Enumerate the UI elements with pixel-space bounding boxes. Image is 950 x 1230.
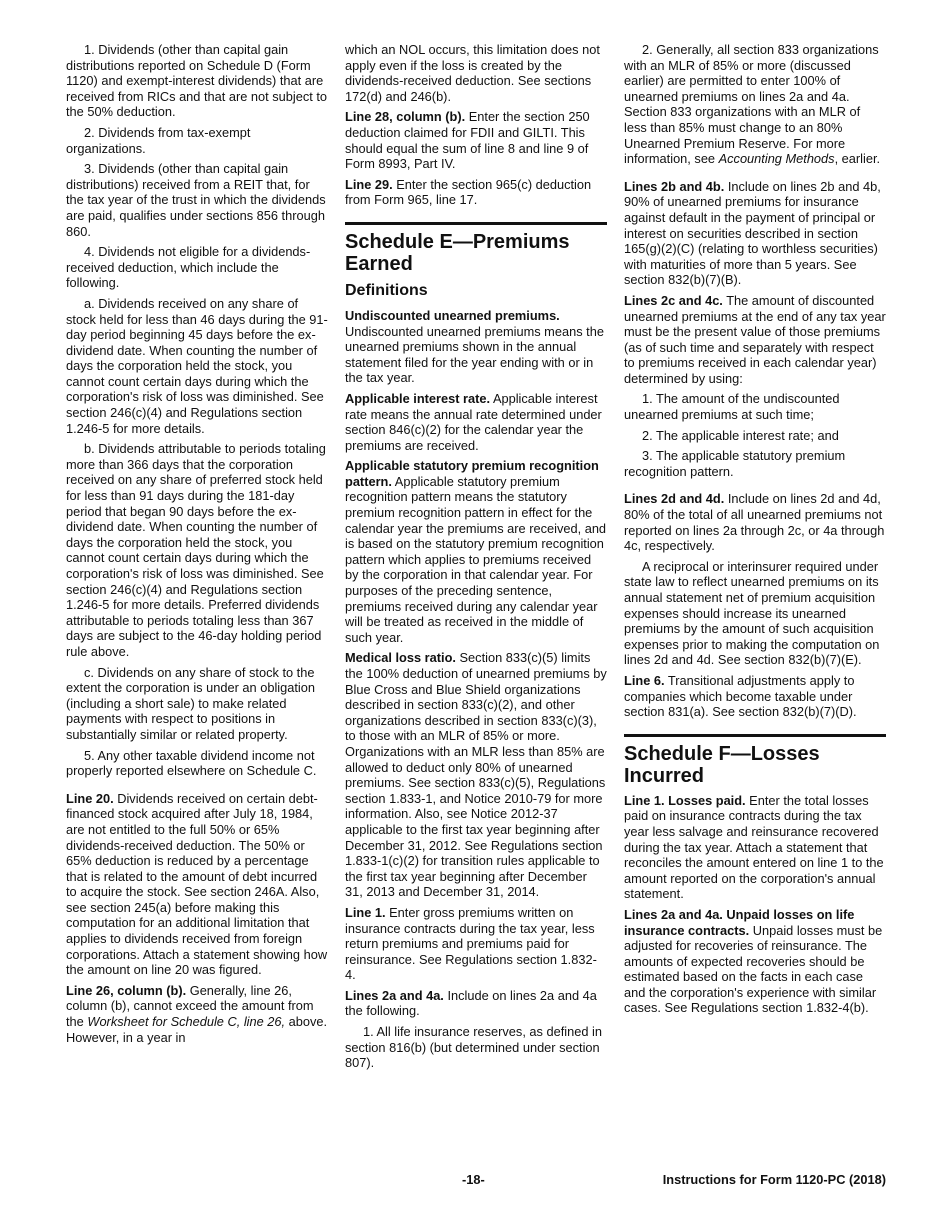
paragraph: 5. Any other taxable dividend income not properly reported elsewhere on Schedule C. xyxy=(66,747,317,779)
medical-loss-ratio-paragraph xyxy=(345,650,607,900)
lines-2a-4a-text: Include on lines 2a and 4a the following. xyxy=(345,987,597,1019)
accounting-methods-reference: Accounting Methods xyxy=(718,151,835,167)
form-name: Instructions for Form 1120-PC (2018) xyxy=(662,1172,886,1187)
paragraph: 2. Dividends from tax-exempt organizations. xyxy=(66,124,251,156)
losses-paid-text: Enter the total losses paid on insurance contracts during the tax year less salvage and reinsurance recovered during the tax year. Attach a statement that reconciles the amount entered on line 1 to the amount reported on the corporation's annual statement. xyxy=(624,792,884,902)
lines-2c-4c-heading: Lines 2c and 4c. xyxy=(624,292,723,308)
column-3 xyxy=(624,42,886,1021)
paragraph: 1. Dividends (other than capital gain distributions reported on Schedule D (Form 1120) and exempt-interest dividends) that are received from RICs and that are not subject to the 50% deduction. xyxy=(66,42,328,120)
paragraph xyxy=(624,42,886,167)
page-number: -18- xyxy=(462,1172,485,1187)
line-28-paragraph xyxy=(345,109,607,171)
lines-2c-4c-paragraph xyxy=(624,293,886,387)
definition: Applicable interest rate means the annual rate determined under section 846(c)(2) for the calendar year the premiums are received. xyxy=(345,390,602,453)
term: Applicable interest rate. xyxy=(345,390,491,406)
schedule-e-title: Schedule E—Premiums Earned xyxy=(345,230,570,275)
definitions-heading: Definitions xyxy=(345,281,428,299)
column-1 xyxy=(66,42,328,1050)
paragraph: b. Dividends attributable to periods totaling more than 366 days that the corporation received on any share of preferred stock held for less than 91 days during the 181-day period that began 90 days before the ex-dividend date. When counting the number of days the corporation held the stock, you cannot count certain days during which the corporation's risk of loss was diminished. See section 246(c)(4) and Regulations section 1.246-5 for more details. Preferred dividends attributable to periods totaling less than 367 days are subject to the 46-day holding period rule above. xyxy=(66,441,326,659)
lines-2d-4d-heading: Lines 2d and 4d. xyxy=(624,491,725,507)
paragraph: 1. The amount of the undiscounted unearned premiums at such time; xyxy=(624,391,840,423)
lines-2b-4b-heading: Lines 2b and 4b. xyxy=(624,178,725,194)
losses-paid-heading: Line 1. Losses paid. xyxy=(624,792,746,808)
line-6-heading: Line 6. xyxy=(624,672,665,688)
term: Medical loss ratio. xyxy=(345,650,456,666)
lines-2d-4d-paragraph xyxy=(624,491,886,553)
item-2-end: , earlier. xyxy=(834,151,881,167)
lines-2a-4a-paragraph xyxy=(345,988,607,1019)
column-2 xyxy=(345,42,607,1076)
unpaid-losses-paragraph xyxy=(624,907,886,1016)
line-28-text: Enter the section 250 deduction claimed for FDII and GILTI. This should equal the sum of line 8 and line 9 of Form 8993, Part IV. xyxy=(345,109,590,172)
lines-2c-4c-text: The amount of discounted unearned premiums at the end of any tax year must be the present value of those premiums (as of such time and separately with respect to premiums received in each calendar year) determined by using: xyxy=(624,292,886,386)
recognition-pattern-paragraph xyxy=(345,458,607,645)
unpaid-losses-heading: Lines 2a and 4a. Unpaid losses on life insurance contracts. xyxy=(624,906,855,938)
definition: Section 833(c)(5) limits the 100% deduction of unearned premiums by Blue Cross and Blue Shield organizations described in section 833(c)(2), and other organizations described in section 833(c)(3), to those with an MLR of 85% or more. Organizations with an MLR less than 85% are allowed to deduct only 80% of unearned premiums. See section 833(c)(5), Regulations section 1.833-1, and Notice 2010-79 for more information. Also, see Notice 2012-37 applicable to the first tax year beginning after December 31, 2012. See Regulations section 1.833-1(c)(2) for transition rules applicable to the first tax year beginning after December 31, 2013 and December 31, 2014. xyxy=(345,650,607,900)
paragraph: A reciprocal or interinsurer required under state law to reflect unearned premiums on its annual statement net of premium acquisition expenses should increase its unearned premiums by the amount of such acquisition expenses prior to making the computation on lines 2d and 4d. See section 832(b)(7)(E). xyxy=(624,558,880,668)
unpaid-losses-text: Unpaid losses must be adjusted for recoveries of reinsurance. The amounts of expected recoveries should be estimated based on the facts in each case and the corporation's experience with similar cases. See Regulations section 1.832-4(b). xyxy=(624,922,883,1016)
paragraph: 1. All life insurance reserves, as defined in section 816(b) (but determined under section 807). xyxy=(345,1024,603,1071)
line-20-heading: Line 20. xyxy=(66,790,114,806)
losses-paid-paragraph xyxy=(624,793,886,902)
line-28-heading: Line 28, column (b). xyxy=(345,109,466,125)
interest-rate-paragraph xyxy=(345,391,607,453)
section-divider xyxy=(345,222,607,225)
lines-2b-4b-text: Include on lines 2b and 4b, 90% of unearned premiums for insurance against default in the payment of principal or interest on securities described in section 165(g)(2)(C) (relating to worthless securities) with maturities of more than 5 years. See section 832(b)(7)(B). xyxy=(624,178,881,288)
line-1-paragraph xyxy=(345,905,607,983)
line-29-heading: Line 29. xyxy=(345,176,393,192)
paragraph: 4. Dividends not eligible for a dividends-received deduction, which include the following. xyxy=(66,244,311,291)
line-20-text: Dividends received on certain debt-financed stock acquired after July 18, 1984, are not entitled to the full 50% or 65% dividends-received deduction. The 50% or 65% deduction is reduced by a percentage that is related to the amount of debt incurred to acquire the stock. See section 246A. Also, see section 245(a) before making this computation for an additional limitation that applies to dividends received from foreign corporations. Attach a statement showing how the amount on line 20 was figured. xyxy=(66,790,328,978)
line-1-text: Enter gross premiums written on insurance contracts during the tax year, less return premiums and premiums paid for reinsurance. See Regulations section 1.832-4. xyxy=(345,904,597,983)
section-divider xyxy=(624,734,886,737)
line-26-text: Generally, line 26, column (b), cannot exceed the amount from the xyxy=(66,982,314,1030)
paragraph: c. Dividends on any share of stock to the extent the corporation is under an obligation (including a short sale) to make related payments with respect to positions in substantially similar or related property. xyxy=(66,664,315,742)
item-2-text: 2. Generally, all section 833 organizations with an MLR of 85% or more (discussed earlier) are permitted to enter 100% of unearned premiums on lines 2a and 4a. Section 833 organizations with an MLR of less than 85% must change to an 80% Unearned Premium Reserve. For more information, see xyxy=(624,42,879,167)
term: Applicable statutory premium recognition pattern. xyxy=(345,458,599,489)
paragraph: a. Dividends received on any share of stock held for less than 46 days during the 91-day period beginning 45 days before the ex-dividend date. When counting the number of days the corporation held the stock, you cannot count certain days during which the corporation's risk of loss was diminished. See section 246(c)(4) and Regulations section 1.246-5 for more details. xyxy=(66,295,328,436)
paragraph: 3. Dividends (other than capital gain distributions) received from a REIT that, for the tax year of the trust in which the dividends are paid, qualifies under sections 856 through 860. xyxy=(66,161,326,239)
lines-2d-4d-text: Include on lines 2d and 4d, 80% of the total of all unearned premiums not reported on lines 2a through 2c, or 4a through 4c, respectively. xyxy=(624,491,885,554)
term: Undiscounted unearned premiums. xyxy=(345,307,560,323)
line-29-text: Enter the section 965(c) deduction from Form 965, line 17. xyxy=(345,176,592,208)
line-20-paragraph xyxy=(66,791,328,978)
paragraph: 3. The applicable statutory premium recognition pattern. xyxy=(624,448,846,479)
definition: Undiscounted unearned premiums means the unearned premiums shown in the annual statement filed for the year ending with or in the tax year. xyxy=(345,323,604,386)
line-6-paragraph xyxy=(624,673,886,720)
paragraph: which an NOL occurs, this limitation does not apply even if the loss is created by the dividends-received deduction. See sections 172(d) and 246(b). xyxy=(345,42,600,104)
line-26-heading: Line 26, column (b). xyxy=(66,982,187,998)
schedule-f-title: Schedule F—Losses Incurred xyxy=(624,742,820,787)
definition: Applicable statutory premium recognition pattern means the statutory premium recognition pattern in effect for the calendar year the premiums are received, and is based on the statutory premium recognition pattern which applies to premiums received by the corporation in that calendar year. For purposes of the preceding sentence, premiums received during any calendar year will be treated as received in the middle of such year. xyxy=(345,473,607,645)
paragraph: 2. The applicable interest rate; and xyxy=(642,427,839,443)
line-6-text: Transitional adjustments apply to companies which become taxable under section 831(a). See section 832(b)(7)(D). xyxy=(624,672,857,720)
lines-2b-4b-paragraph xyxy=(624,179,886,288)
lines-2a-4a-heading: Lines 2a and 4a. xyxy=(345,987,444,1003)
line-26-text-end: above. However, in a year in xyxy=(66,1014,328,1045)
undiscounted-paragraph xyxy=(345,308,607,386)
worksheet-reference: Worksheet for Schedule C, line 26, xyxy=(87,1014,286,1030)
line-1-heading: Line 1. xyxy=(345,904,386,920)
line-29-paragraph xyxy=(345,177,607,208)
line-26-paragraph xyxy=(66,983,328,1045)
